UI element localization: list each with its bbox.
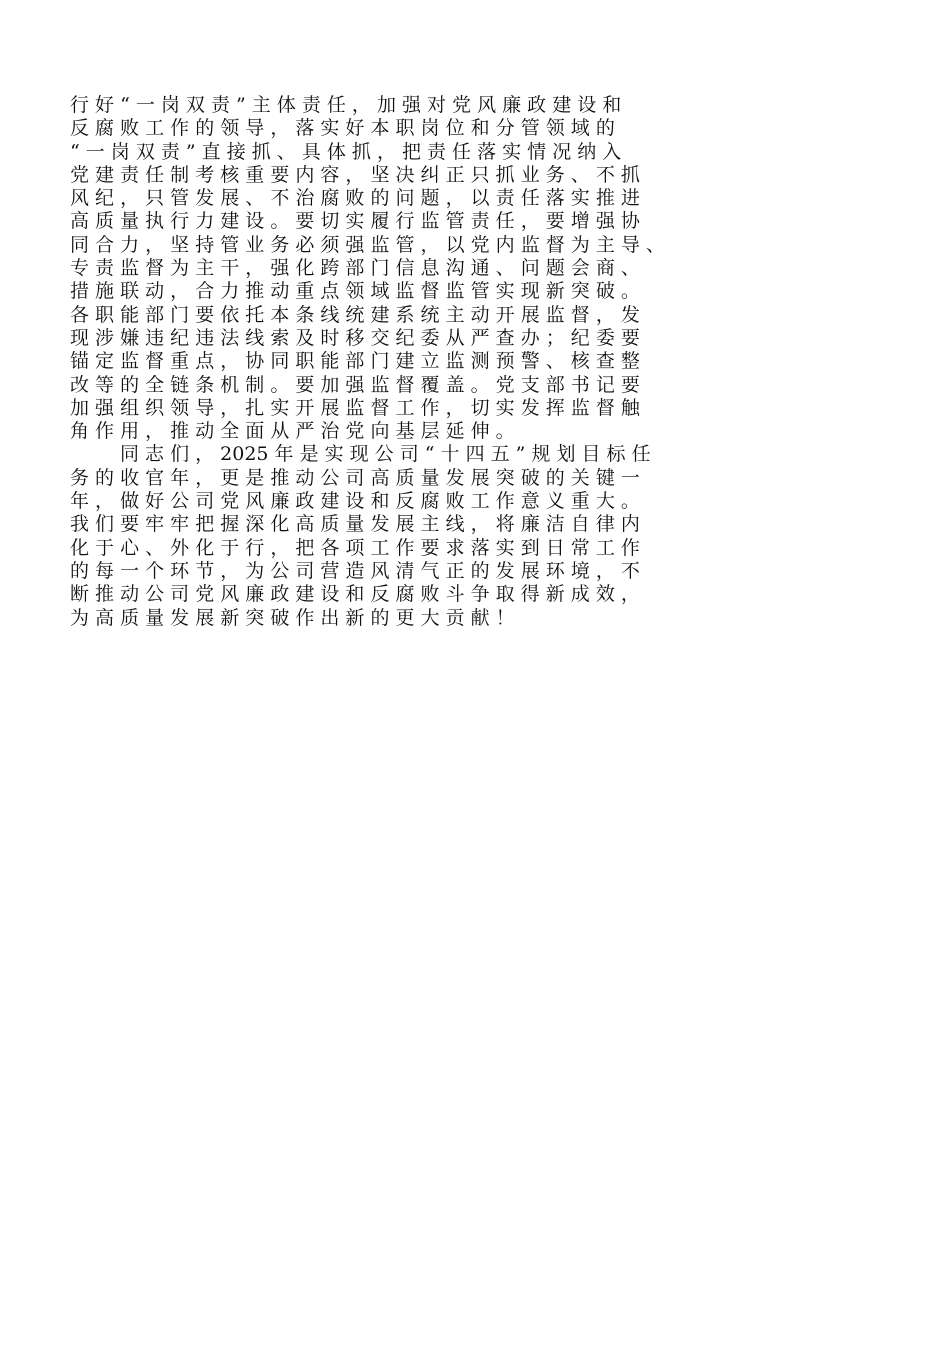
text-line: 党 建 责 任 制 考 核 重 要 内 容 ， 坚 决 纠 正 只 抓 业 务 、 不 抓 [70,163,640,186]
text-line: 风 纪 ， 只 管 发 展 、 不 治 腐 败 的 问 题 ， 以 责 任 落 实 推 进 [70,187,640,210]
text-line: 为 高 质 量 发 展 新 突 破 作 出 新 的 更 大 贡 献 ！ [70,606,515,629]
text-line: 高 质 量 执 行 力 建 设 。 要 切 实 履 行 监 管 责 任 ， 要 增 强 协 [70,210,640,233]
text-line: 务 的 收 官 年 ， 更 是 推 动 公 司 高 质 量 发 展 突 破 的 关 键 一 [70,466,640,489]
text-line: “ 一 岗 双 责 ” 直 接 抓 、 具 体 抓 ， 把 责 任 落 实 情 况 纳 入 [70,140,622,163]
text-line: 年 ， 做 好 公 司 党 风 廉 政 建 设 和 反 腐 败 工 作 意 义 重 大 。 [70,490,640,513]
text-line: 改 等 的 全 链 条 机 制 。 要 加 强 监 督 覆 盖 。 党 支 部 书 记 要 [70,373,640,396]
text-line: 锚 定 监 督 重 点 ， 协 同 职 能 部 门 建 立 监 测 预 警 、 核 查 整 [70,350,640,373]
text-line: 加 强 组 织 领 导 ， 扎 实 开 展 监 督 工 作 ， 切 实 发 挥 监 督 触 [70,396,640,419]
text-line: 行 好 “ 一 岗 双 责 ” 主 体 责 任 ， 加 强 对 党 风 廉 政 建 设 和 [70,94,622,116]
text-line: 各 职 能 部 门 要 依 托 本 条 线 统 建 系 统 主 动 开 展 监 督 ， 发 [70,303,640,326]
text-line: 的 每 一 个 环 节 ， 为 公 司 营 造 风 清 气 正 的 发 展 环 境 ， 不 [70,559,640,582]
document-body [70,94,870,630]
text-line: 现 涉 嫌 违 纪 违 法 线 索 及 时 移 交 纪 委 从 严 查 办 ； 纪 委 要 [70,326,640,349]
text-line: 措 施 联 动 ， 合 力 推 动 重 点 领 域 监 督 监 管 实 现 新 突 破 。 [70,280,640,303]
text-line: 我 们 要 牢 牢 把 握 深 化 高 质 量 发 展 主 线 ， 将 廉 洁 自 律 内 [70,513,640,536]
text-line: 角 作 用 ， 推 动 全 面 从 严 治 党 向 基 层 延 伸 。 [70,420,515,443]
text-line: 断 推 动 公 司 党 风 廉 政 建 设 和 反 腐 败 斗 争 取 得 新 成 效 ， [70,583,640,606]
text-line: 专 责 监 督 为 主 干 ， 强 化 跨 部 门 信 息 沟 通 、 问 题 会 商 、 [70,257,640,280]
text-line: 同 合 力 ， 坚 持 管 业 务 必 须 强 监 管 ， 以 党 内 监 督 为 主 导 、 [70,233,665,256]
text-line: 化 于 心 、 外 化 于 行 ， 把 各 项 工 作 要 求 落 实 到 日 常 工 作 [70,536,640,559]
paragraph-start-line: 同 志 们 ， 2025 年 是 实 现 公 司 “ 十 四 五 ” 规 划 目 标 任 [120,443,651,466]
text-line: 反 腐 败 工 作 的 领 导 ， 落 实 好 本 职 岗 位 和 分 管 领 域 的 [70,117,615,140]
